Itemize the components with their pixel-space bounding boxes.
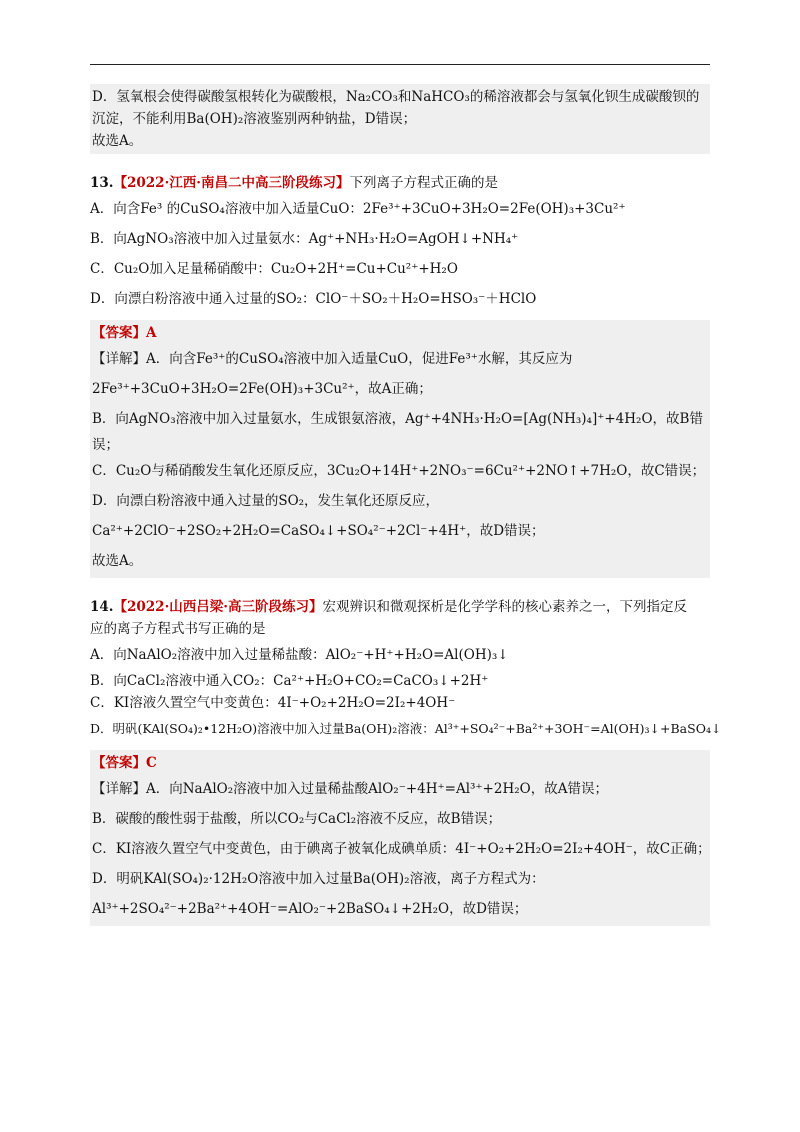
q13-detail-2: 2Fe³⁺+3CuO+3H₂O=2Fe(OH)₃+3Cu²⁺，故A正确； <box>92 381 432 397</box>
question-13 <box>90 172 710 314</box>
q14-stem-line2: 应的离子方程式书写正确的是 <box>90 621 266 637</box>
prev-explanation-block <box>90 84 710 154</box>
q14-answer: 【答案】C <box>92 755 157 771</box>
q13-detail-4: 误； <box>92 437 119 453</box>
q13-number: 13. <box>90 175 114 191</box>
q13-option-b: B．向AgNO₃溶液中加入过量氨水：Ag⁺+NH₃·H₂O=AgOH↓+NH₄⁺ <box>90 231 519 247</box>
header-rule <box>90 64 710 65</box>
q14-option-d: D．明矾(KAl(SO₄)₂•12H₂O)溶液中加入过量Ba(OH)₂溶液：Al³⁺+SO₄²⁻+Ba²⁺+3OH⁻=Al(OH)₃↓+BaSO₄↓ <box>90 721 722 736</box>
q14-option-a: A．向NaAlO₂溶液中加入过量稀盐酸：AlO₂⁻+H⁺+H₂O=Al(OH)₃↓ <box>90 647 509 663</box>
prev-conclusion: 故选A。 <box>92 133 143 149</box>
q13-stem: 下列离子方程式正确的是 <box>349 175 498 191</box>
q13-detail-5: C．Cu₂O与稀硝酸发生氧化还原反应，3Cu₂O+14H⁺+2NO₃⁻=6Cu²⁺+2NO↑+7H₂O，故C错误； <box>92 463 706 479</box>
document-body <box>90 84 722 926</box>
q13-detail-7: Ca²⁺+2ClO⁻+2SO₂+2H₂O=CaSO₄↓+SO₄²⁻+2Cl⁻+4H⁺，故D错误； <box>92 523 545 539</box>
q14-detail-4: D．明矾KAl(SO₄)₂·12H₂O溶液中加入过量Ba(OH)₂溶液，离子方程式为： <box>92 871 545 887</box>
q13-option-d: D．向漂白粉溶液中通入过量的SO₂：ClO⁻＋SO₂＋H₂O=HSO₃⁻＋HClO <box>90 291 537 307</box>
q13-detail-8: 故选A。 <box>92 553 143 569</box>
q14-stem-line1: 宏观辨识和微观探析是化学学科的核心素养之一，下列指定反 <box>322 599 687 615</box>
question-14 <box>90 596 722 744</box>
q13-detail-1: 【详解】A．向含Fe³⁺的CuSO₄溶液中加入适量CuO，促进Fe³⁺水解，其反应为 <box>92 351 573 367</box>
q14-detail-3: C．KI溶液久置空气中变黄色，由于碘离子被氧化成碘单质：4I⁻+O₂+2H₂O=2I₂+4OH⁻，故C正确； <box>92 841 711 857</box>
q14-heading <box>90 596 710 618</box>
q14-number: 14. <box>90 599 114 615</box>
q14-option-b: B．向CaCl₂溶液中通入CO₂：Ca²⁺+H₂O+CO₂=CaCO₃↓+2H⁺ <box>90 673 489 689</box>
prev-d-line1: D．氢氧根会使得碳酸氢根转化为碳酸根，Na₂CO₃和NaHCO₃的稀溶液都会与氢氧化钡生成碳酸钡的 <box>92 89 700 105</box>
q13-detail-6: D．向漂白粉溶液中通入过量的SO₂，发生氧化还原反应， <box>92 493 440 509</box>
q13-option-c: C．Cu₂O加入足量稀硝酸中：Cu₂O+2H⁺=Cu+Cu²⁺+H₂O <box>90 261 458 277</box>
q14-detail-1: 【详解】A．向NaAlO₂溶液中加入过量稀盐酸AlO₂⁻+4H⁺=Al³⁺+2H₂O，故A错误； <box>92 781 608 797</box>
q13-answer-block <box>90 320 710 578</box>
q13-answer: 【答案】A <box>92 325 157 341</box>
q14-source: 【2022·山西吕梁·高三阶段练习】 <box>113 599 323 615</box>
q14-detail-2: B．碳酸的酸性弱于盐酸，所以CO₂与CaCl₂溶液不反应，故B错误； <box>92 811 502 827</box>
q13-heading <box>90 172 710 194</box>
q13-option-a: A．向含Fe³ 的CuSO₄溶液中加入适量CuO：2Fe³⁺+3CuO+3H₂O=2Fe(OH)₃+3Cu²⁺ <box>90 201 626 217</box>
q14-detail-5: Al³⁺+2SO₄²⁻+2Ba²⁺+4OH⁻=AlO₂⁻+2BaSO₄↓+2H₂O，故D错误； <box>92 901 528 917</box>
q13-detail-3: B．向AgNO₃溶液中加入过量氨水，生成银氨溶液，Ag⁺+4NH₃·H₂O=[Ag(NH₃)₄]⁺+4H₂O，故B错 <box>92 411 703 427</box>
q14-answer-block <box>90 750 710 926</box>
q13-source: 【2022·江西·南昌二中高三阶段练习】 <box>113 175 350 191</box>
q14-option-c: C．KI溶液久置空气中变黄色：4I⁻+O₂+2H₂O=2I₂+4OH⁻ <box>90 695 456 711</box>
prev-d-line2: 沉淀，不能利用Ba(OH)₂溶液鉴别两种钠盐，D错误； <box>92 111 417 127</box>
